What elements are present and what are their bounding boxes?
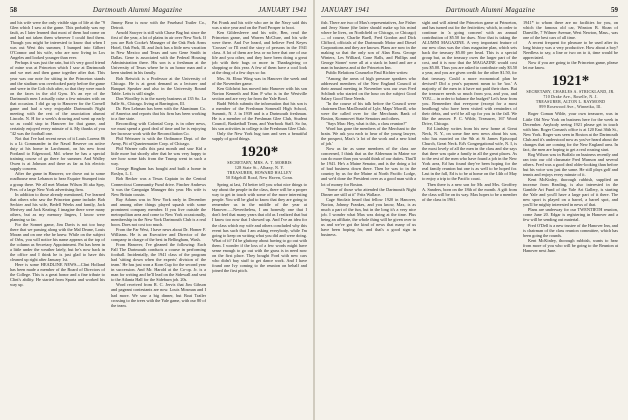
- paragraph: and his wife were the only visible sign of life at the "9 Glen which I saw at the game. This probably was my fault, as I later learned that most of them had come on and had not taken them wherever I could find them. Though you might be interested to know that when I was out West this summer, I bumped into Gilbert O'Connor and his wife, who are now living in Los Angeles and looked younger than ever.: [10, 20, 105, 61]
- paragraph: Kent McKinley, thorough rubbish, supplied an increase from Reading, is also interested in the Gamble Art Fund of the Yale Art Gallery, is starting the Yale and you'll have a large part of it there. The new sport is played on a barrel, a barrel spot, and you'll be mighty interested in news of that.: [523, 177, 618, 208]
- paragraph: George Bingham has bought and built a home in Roslyn, L. I.: [111, 166, 206, 177]
- paragraph: Bob Retwick is a Professor at the University of Chicago. He is at great demand as a lecturer and Banquet Speaker and also in the University Round Table. Letts is still single.: [111, 75, 206, 96]
- paragraph: After the game in Hanover, we drove out to some roadhouse near Lebanon to hear Esquire Stumped into a group there. We all met Marian Wilson 36 aka Spry, Pres. of a large New York advertising firm.: [10, 171, 105, 192]
- paragraph: Phil Weissner is with the Ordinance Dept. of the Army, Pit of Quartermaster Corp. of Chicago.: [111, 136, 206, 147]
- right-column-3: [523, 20, 618, 420]
- paragraph: Rog Wilson was in Buffalo on business recently and ran into our old classmate Fred Munson and several others. Fred was a good deal older-looking than before but his voice was just the same. He still plays golf and tennis and enjoys every minute of it.: [523, 151, 618, 178]
- right-columns: [321, 20, 618, 420]
- paragraph: Ed Lindsley writes from his new home at Great Neck, N. Y., on some fine new news about his son, who has married on the 9th at St James Episcopal Church, Great Neck. Ed's Congregational wife, N. I, is the most lovely of all the men in the class and she says that there was quite a family in all the great places. As to the rest of the men who have found a job in the New York area, Ed has found they've been hoping for the real family reunion but one is as well to be hoped for. Last in the fall, Ed is to be at home on the 14th of May to enjoy a trip to the Pacific coast.: [422, 125, 517, 182]
- left-page-header: [10, 6, 307, 17]
- paragraph: Don Woodley is in the surety business at 135 So. La Salle St., Chicago. living at Barrington, Ill.: [111, 95, 206, 106]
- paragraph: Spring at last, I'd better tell you what nice things to say about the people in the class, there will be a proper way to get in touch with some of the more interesting people. You will be glad to know that they are going to remember us in the middle of the year at Hanover......Nevertheless, I am honestly one that I don't feel that many years that old as I realized that but I know too now that I showed up. And I've an idea for the class which my wife and others concluded why this event has such that I am asking everybody, while I'm going to keep on writing what you did and were doing. What of it? I'd be gluttony about having to go out with them. I wonder if the loss of a few words might have sense enough to go out with the grass is in need now on the first place. They bought Ford with new cars who didn't buy stuff to get dance work. And I have found one Ivy coming to the reunion on behalf and joined the first pitch.: [212, 182, 307, 273]
- paragraph: sight and will attend the Princeton game at Princeton, and has turned out for the festivities; which, in order to continue in 'a going concern' with an annual contribution of $5.50 for dues. Now that is taking the ALUMNI MAGAZINE. A very important feature of our new class was the class magazine plan, which sets back the treasury $5.00 per head. This is a special group but, as the treasury owes the larger part of the cost, and it is now that the MAGAZINE would cost you $5.00. Thus you are asked to contribute only $3.50 a year, and you are given credit for the other $1.50, for that treasury. Could a more economical plan be devised? Did a year's payment mean to be 'too.' A majority of the men in it have not paid their dues. But the treasurer needs so much from you, and you, and YOU.... in order to balance the budget? Let's hear from you. Remember that everyone (except for a most headlong) who have been visited with reminders of their debts, and we'd be all up for you in the fall. We like the answer. P. C. Wilde, Treasurer, 167 Wood Drive, Chicago.: [422, 20, 517, 126]
- paragraph: A recent frequent for pleasure to be used after its long history was a very productive. How about a boy? Needless to say, a line or two on to it, time would be appreciated.: [523, 40, 618, 61]
- paragraph: Perhaps it was just the rain, but it's very good friend of mine was at Princeton which I saw at Dartmouth and we met and then game together after that. This year was our note for sitting in the Princeton stands and the stadium was overlooked party before the game and were in the Colt club after, so that they were much on the faces in the old Gym. It's an eye of the Dartmouth men I actually raise a few minutes with on that occasion. I did go up to Hanover for the Cornell game and had a very enjoyable Dartmouth Night meeting with the rest of the association alumni Lincoln. N. H for a week's drawing and went up early so as could stop in Hanover for that game, and certainly enjoyed every minute of it. My thanks of you "42 was the football one.: [10, 60, 105, 137]
- left-issue-date: JANUARY 1941: [258, 6, 307, 14]
- paragraph: Now if you are going to the Princeton game, please let me know.: [523, 60, 618, 71]
- paragraph: Kent McKinley, thorough rubbish, wants to hear from more of you who will be going to the Reunion at Hanover next June.: [523, 237, 618, 253]
- treasurer-line: TREASURER, HOWARD HALLEY: [227, 170, 292, 176]
- paragraph: Arnold Sawyer is still with Chase Bag but since the first of the year, a lot of plains in air over New York. If you are Bob Cooke's Manager of the Oak Park Arms Hotel, Oak Park, Ill. and Jack has a little new vacation in New Mexico and Texas and saw Gene Smith in Dallas. Gene is associated with the Federal Housing Administration there. His son is a freshman at the University of Texas where he is an honor man and a keen student in his family.: [111, 30, 206, 76]
- right-column-2: [422, 20, 517, 420]
- paragraph: "Some of those who attended the Dartmouth Night Dinner are still at it" Fritz Wallace.: [321, 186, 416, 197]
- right-magazine-title: Dartmouth Alumni Magazine: [445, 6, 536, 14]
- left-page-number: 58: [10, 6, 17, 14]
- right-page: [314, 0, 628, 420]
- paragraph: Dr. Ben Lehman has been with the Aluminum Co. of America and reports that his firm has been working to a fine state.: [111, 105, 206, 121]
- left-columns: [10, 20, 307, 420]
- paragraph: From the Far West, I have news about Dr. Homer F. Williams. He is an Executive and Director of the company in charge of the best in Bellingham, Wash.: [111, 226, 206, 243]
- paragraph: Budd Welch submits the information that his son is a member of the Freshman Somerall High School, Summit, N. J. in 1939 and is a Dartmouth freshman. He is a member of the Freshman Glee Club, Student Council, Basketball Team, and Yearbook Staff. So far, his son activities in college is the Freshman Glee Club.: [212, 100, 307, 131]
- paragraph: "Among the areas of high pressure speakers who addressed members of the New England Council at their annual meeting in November was our own Fred Schlindt who started on the hour on the subject Good Salary Good Time Needs.: [321, 75, 416, 101]
- paragraph: fish. There are two of Max's representatives, Joe Fisher and Jerry Stone (the latter should make up his mind where he lives, on Northfield or Chicago, or Chicago) — of course, Charlie Buell, Fred Gordon and Dick Clifford, officials of the Dartmouth Motor and Diesel Corporations and they are known. Plans are now in the making so that the only son of Alan Ross. George Winters, Les Williard, Cone Ralls, and Phillips and George Stoner' were all at a stack in hand and are a man in business and at the Princeton Inn.: [321, 20, 416, 71]
- paragraph: Then there is a new son for Mr. and Mrs. Geoffrey A. Sanders, born on the 18th of the month. A gift from the class will be on its way. Max hopes to be a member of the class in 1961.: [422, 181, 517, 202]
- paragraph: For the Sonnet game, Jim Davis is not too busy there that we passing along with the Mal Deane, Louis Moran and on one else he knew. While on the subject of Orbs, you will notice his name appears at the top of the column as Secretary Appointment. Pat has been in a little under the weather lately, but he's now back in the office and I think he is just glad to have this cleaned up right after January 1st.: [10, 221, 105, 263]
- right-column-1: [321, 20, 416, 420]
- paragraph: Phil Warner calls this past month and saw Kid a little more but shortly after that he was very happy to see how some kids from the Trump went in such a way.: [111, 146, 206, 167]
- class-section-heading-1921: [523, 74, 618, 109]
- paragraph: From Hanover, I've gleaned the following: Each Fall The Dartmouth conducts a course in performing football. Incidentally, the 1941 class of the program had 'sitting down when the experts' division of the team.' He has just won a Korn Cup for the second year in succession. And Mr. Harold at the Co-op. Jr. is a man for writing and he'll lead on the Sidewall and sent to the Atlanta Hall for the Sideburn job. 20s.: [111, 242, 206, 283]
- left-column-2: [111, 20, 206, 420]
- paragraph: Pat Frank and his wife who are in the Navy said this was a nice year and on the Ford Prosper to boot.: [212, 20, 307, 31]
- paragraph: Jimmy Bear is now with the Fruehauf Trailer Co., Detroit.: [111, 20, 206, 31]
- treasurer-address: 899 Rosewood Ave., Winnetka, Ill.: [539, 104, 602, 110]
- paragraph: Roger Coman Wilde, your own treasurer, was in Little Old New York on business here for the week in December. Anybody seeing 1921 please get in touch with him. Roger Coman's office is at 120 East 36th St., New York. Roger was seen in Boston at the Dartmouth Club and it's understood now as you've heard about the changes that are coming for the New England area. In fact, the men are hoping to get a real rousing start.: [523, 111, 618, 152]
- paragraph: Word received from R. C. Jervis that Jim Gibson and pageant contestants are now. Louis Mosman and I had more. We saw a big dinner, but Boat Trailer crossing to the trees with the Yale game, with our 80 of the team.: [111, 282, 206, 308]
- paragraph: Ken Gildersleeve and his wife, Ben, read the Princeton game, and Warren McClure, and his wife were there. And I've heard, and believe Fred Keyes 'Crosses' or I'll read the story of persons in the 1941 class. A lot of them are less or no here that one of our life and you other, and they have been doing a great job with their bags or more in Thanksgiving or shopping or this year. A few of them have a cool look at the drug of a few days so far.: [212, 30, 307, 76]
- paragraph: Cage Sinclair heard that fellow 1920 in Hanover, Norton, Johnny Frankes, and you know, Max, is as much a part of the fun, but in the long it's a very nice job. I wonder what Max was doing at the time. Plus being an affiliate, the whole thing will be given over to us and we've got the kind of news that many of us have been hoping for, and that's a good sign in business.: [321, 196, 416, 237]
- left-column-3: [212, 20, 307, 420]
- treasurer-address: 50 Edgehill Road, New Haven, Conn.: [225, 175, 294, 181]
- class-section-heading-1920: [212, 145, 307, 180]
- right-issue-date: JANUARY 1941: [321, 6, 370, 14]
- paragraph: "Says Max: Hey, what is this, a class reunion?": [326, 120, 408, 126]
- paragraph: Mrs. St. Elmo Wing was in Hanover the week and of the November game.: [212, 75, 307, 86]
- paragraph: Public Relations Counselor Paul Richter writes:: [326, 70, 409, 76]
- paragraph: Only the New York hug turn and sees a beautiful supply of good things.: [212, 131, 307, 142]
- paragraph: Word has gone the members of the Merchant to the brain. We ask you each to hear of the young lawyer, the prospect, Max's 'a lot of the work and a new kind of job.': [321, 125, 416, 147]
- paragraph: Reconciling with Colonial Corp. is in other news, we must spend a good deal of time and he is enjoying her lacrosse work with the Reconciliation Co.: [111, 120, 206, 137]
- left-magazine-title: Dartmouth Alumni Magazine: [92, 6, 183, 14]
- secretary-address: 128 State St., Albany, N. Y.: [234, 165, 285, 171]
- secretary-line: SECRETARY, CHARLES A. STRICKLAND, JR.: [526, 89, 615, 95]
- treasurer-line: TREASURER, ALTON L. RAYMOND: [535, 99, 606, 105]
- paragraph: Fred O'Dell is a new trustee of the Hanover Inn, and is chairman of the class reunion committee, which has been going the rounds.: [523, 222, 618, 238]
- paragraph: Here is some HEADLINE NEWS—Clint Holland has been made a member of the Board of Directors of the College. This is a great honor and a fine tribute to Clint's ability. He started from Sparta and worked his way up.: [10, 262, 105, 288]
- class-year: 1920*: [240, 144, 279, 161]
- class-year: 1921*: [551, 73, 590, 90]
- left-column-1: [10, 20, 105, 420]
- secretary-line: SECRETARY, MRS. A. T. MORRIS: [227, 160, 292, 166]
- paragraph: In addition to those already mentioned, I've learned that others who saw the Princeton game include: Bob Seckter and his wife, Bedell Weeks and family, Jack Merivey and Jack Keating. I imagine there were many others, but as my memory lingers, I know were planning so far.: [10, 191, 105, 222]
- paragraph: "In the course of his talk before the Council were chairmen Don MacDonald of Lyle, Maps' Morrill, who were the called over for the Merchants Bank of Boston, Kommovet State Senators and others.: [321, 100, 416, 121]
- right-page-header: [321, 6, 618, 17]
- paragraph: Plans are underway for our TWENTIETH reunion, come June 20. Edgar is registering in Hanover and a few will be sending out material.: [523, 207, 618, 223]
- paragraph: Ray Adams was in New York early in December and among other things played squash with some prominent company member. If you live outside the metropolitan area and come to New York occasionally, membership in the New York Dartmouth Club is a real boon. Does not cost too much.: [111, 196, 206, 227]
- paragraph: Ken Gilchrist has moved into Hanover with his son Norton Kenneth and Kim P who is in the Westville section and are very far from the Yale Bowl.: [212, 85, 307, 101]
- paragraph: 1941* to whom there are no facilities for you, on which the famous old car, Winston B. Sloan of Danville, 7 Wilmer Avenue, West Newton, Mass., was one of the best cars of all time.: [523, 20, 618, 41]
- paragraph: Bob Becker was a Texas Captain in the Central Connecticut Community Fund drive. Fincher Andrews 'it was the Campaign Manager this year. His wife is New Britain cousin.: [111, 176, 206, 197]
- paragraph: Now as far as some members of the class are concerned, I think that as the Alderman in Maine we can do more than you would think of our duties. That'll be 1941. He's a Maine Senator, and is the doing a lot of bad business down there. Then he was to in the country by us for the Maine at North Pacific Lodge, and we'd done the President over as a good man with a lot of money for Boston.: [321, 146, 416, 187]
- secretary-address: 710 Drake Ave., Roselle, N. J.: [543, 94, 598, 100]
- right-page-number: 59: [611, 6, 618, 14]
- paragraph: Not that I've had recent news of it Louis Lorenz 86 is a Lt Commander in the Naval Reserve on active duty at his home in Larchmont, on his new front Portland to Edgewood, Md. where he has a special training course of go there for summer. And Walley Owen is at Johnson and there as far as his electric supply concern.: [10, 136, 105, 172]
